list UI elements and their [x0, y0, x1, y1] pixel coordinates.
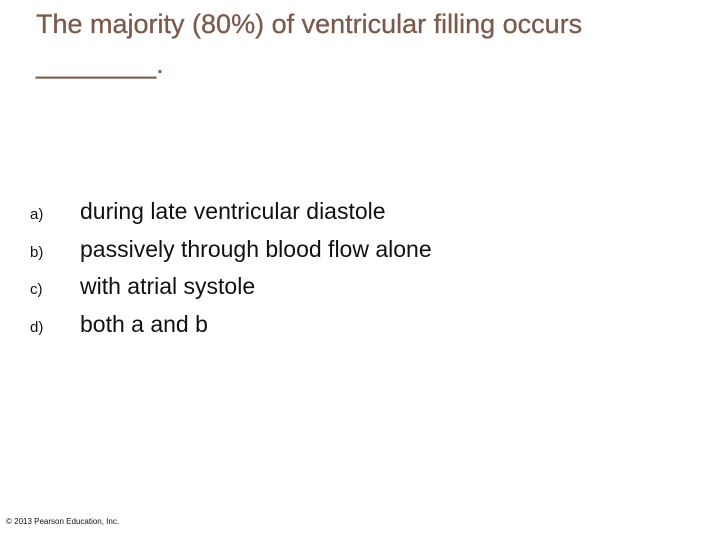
option-text: passively through blood flow alone	[80, 235, 432, 262]
question-blank-line: ________.	[36, 49, 164, 79]
answer-options-list	[30, 198, 432, 348]
copyright-notice: © 2013 Pearson Education, Inc.	[6, 517, 120, 526]
question-line-1: The majority (80%) of ventricular filling occurs	[36, 9, 583, 39]
option-text: during late ventricular diastole	[80, 198, 386, 224]
answer-option-c	[30, 273, 432, 311]
option-marker: c)	[30, 281, 43, 298]
answer-option-d	[30, 311, 432, 349]
option-text: both a and b	[80, 310, 208, 337]
answer-option-b	[30, 236, 432, 274]
answer-option-a	[30, 198, 432, 236]
option-text: with atrial systole	[80, 273, 256, 299]
question-title	[36, 4, 706, 84]
option-marker: d)	[30, 318, 44, 336]
option-marker: b)	[30, 243, 44, 261]
option-marker: a)	[30, 206, 44, 223]
